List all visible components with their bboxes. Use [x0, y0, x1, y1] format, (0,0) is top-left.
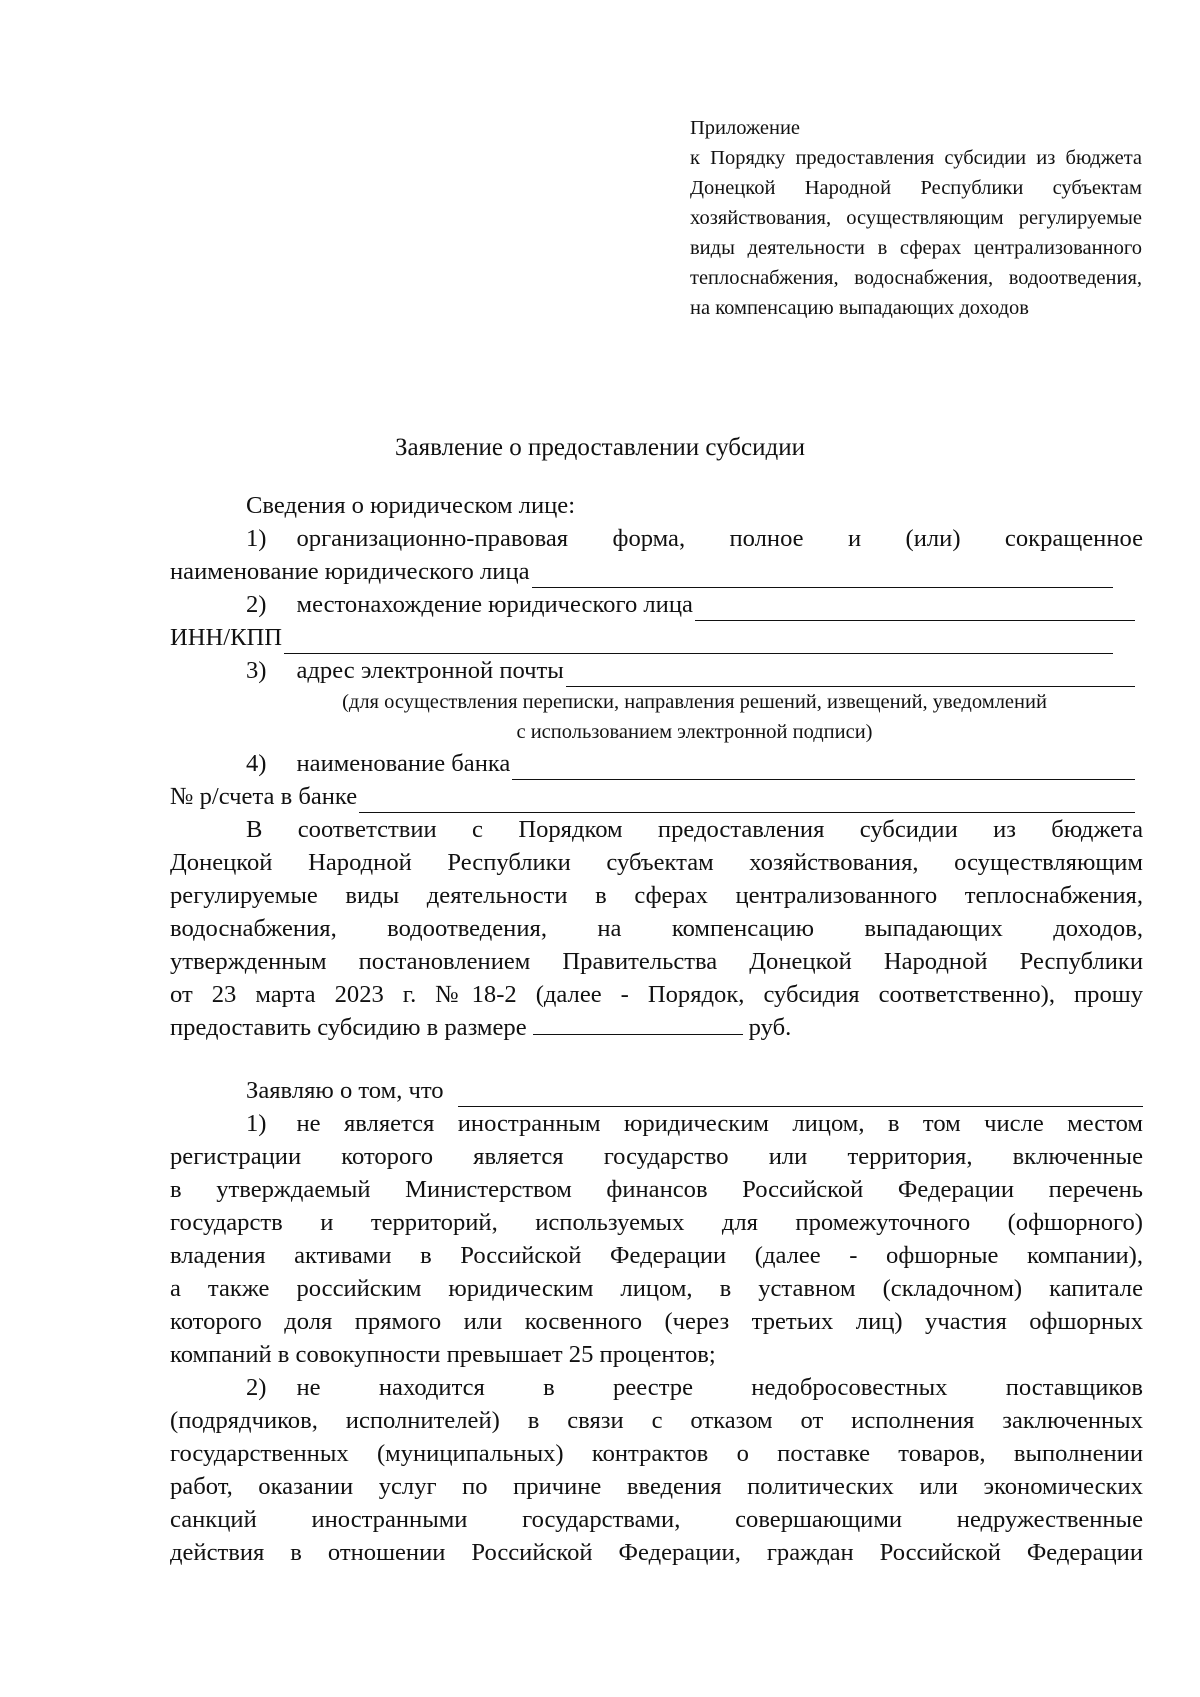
request-line: от 23 марта 2023 г. №18-2 (далее - Порядок, субсидия соответственно), прошу [170, 981, 1143, 1008]
account-field[interactable] [359, 787, 1135, 813]
request-amount-line [170, 1011, 1143, 1044]
declaration-line: компаний в совокупности превышает 25 процентов; [170, 1341, 716, 1368]
item3-line [170, 654, 1143, 687]
request-line: Донецкой Народной Республики субъектам хозяйствования, осуществляющим [170, 849, 1143, 876]
request-line: водоснабжения, водоотведения, на компенсацию выпадающих доходов, [170, 915, 1143, 942]
declaration-line: государств и территорий, используемых для промежуточного (офшорного) [170, 1209, 1143, 1236]
declaration-item2-text: не находится в реестре недобросовестных поставщиков [296, 1374, 1143, 1401]
email-note-line1: (для осуществления переписки, направления решений, извещений, уведомлений [342, 691, 1047, 713]
declaration-item1-number: 1) [246, 1110, 267, 1137]
declaration-item1-line1 [170, 1107, 1143, 1140]
item3-number: 3) [246, 657, 267, 684]
declaration-item2-line1 [170, 1371, 1143, 1404]
bank-name-field[interactable] [512, 754, 1135, 780]
item4-label: наименование банка [296, 750, 511, 777]
declaration-line: действия в отношении Российской Федерации, граждан Российской Федерации [170, 1539, 1143, 1566]
item1-label: наименование юридического лица [170, 558, 530, 585]
inn-label: ИНН/КПП [170, 624, 283, 651]
account-line [170, 780, 1143, 813]
declarant-field[interactable] [458, 1081, 1143, 1107]
email-field[interactable] [566, 661, 1135, 687]
appendix-text: к Порядку предоставления субсидии из бюджета Донецкой Народной Республики субъектам хозяйствования, осуществляющим регулируемые виды деятельности в сферах централизованного теплоснабжения, водоснабжения, водоотведения, на компенсацию выпадающих доходов [690, 147, 1142, 319]
declaration-item1-rest [170, 1140, 1143, 1371]
item4-number: 4) [246, 750, 267, 777]
location-field[interactable] [695, 595, 1135, 621]
request-paragraph [170, 813, 1143, 1044]
inn-kpp-field[interactable] [284, 628, 1113, 654]
declaration-intro-line [170, 1074, 1143, 1107]
request-line: регулируемые виды деятельности в сферах централизованного теплоснабжения, [170, 882, 1143, 909]
declaration-item2-number: 2) [246, 1374, 267, 1401]
appendix-heading: Приложение [690, 117, 801, 139]
item1-number: 1) [246, 525, 267, 552]
item1-line1 [170, 522, 1143, 555]
item2-number: 2) [246, 591, 267, 618]
declaration-line: а также российским юридическим лицом, в уставном (складочном) капитале [170, 1275, 1143, 1302]
appendix-block [690, 113, 1142, 323]
item3-label: адрес электронной почты [296, 657, 564, 684]
declaration-line: государственных (муниципальных) контрактов о поставке товаров, выполнении [170, 1440, 1143, 1467]
request-line: В соответствии с Порядком предоставления субсидии из бюджета [246, 816, 1143, 843]
declaration-intro: Заявляю о том, что [246, 1077, 444, 1104]
declaration-item1-text: не является иностранным юридическим лицом, в том числе местом [296, 1110, 1143, 1137]
declaration-line: регистрации которого является государство или территория, включенные [170, 1143, 1143, 1170]
email-note [170, 687, 1143, 747]
document-title: Заявление о предоставлении субсидии [395, 434, 805, 461]
declaration-line: (подрядчиков, исполнителей) в связи с отказом от исполнения заключенных [170, 1407, 1143, 1434]
document-body [170, 489, 1143, 1569]
declaration-line: работ, оказании услуг по причине введения политических или экономических [170, 1473, 1143, 1500]
declaration-line: санкций иностранными государствами, совершающими недружественные [170, 1506, 1143, 1533]
legal-name-field[interactable] [532, 562, 1113, 588]
item4-line [170, 747, 1143, 780]
item2-label: местонахождение юридического лица [296, 591, 693, 618]
amount-field[interactable] [533, 1012, 743, 1035]
declaration-item2-rest [170, 1404, 1143, 1569]
account-label: № р/счета в банке [170, 783, 358, 810]
inn-line [170, 621, 1143, 654]
amount-label: предоставить субсидию в размере [170, 1014, 527, 1041]
item1-line2 [170, 555, 1143, 588]
spacer [170, 1044, 1143, 1074]
item2-line [170, 588, 1143, 621]
declaration-line: которого доля прямого или косвенного (через третьих лиц) участия офшорных [170, 1308, 1143, 1335]
declaration-line: владения активами в Российской Федерации (далее - офшорные компании), [170, 1242, 1143, 1269]
section-heading: Сведения о юридическом лице: [246, 492, 576, 519]
declaration-line: в утверждаемый Министерством финансов Российской Федерации перечень [170, 1176, 1143, 1203]
item1-text: организационно-правовая форма, полное и (или) сокращенное [296, 525, 1143, 552]
email-note-line2: с использованием электронной подписи) [516, 721, 873, 743]
request-line: утвержденным постановлением Правительства Донецкой Народной Республики [170, 948, 1143, 975]
currency-label: руб. [748, 1014, 792, 1041]
